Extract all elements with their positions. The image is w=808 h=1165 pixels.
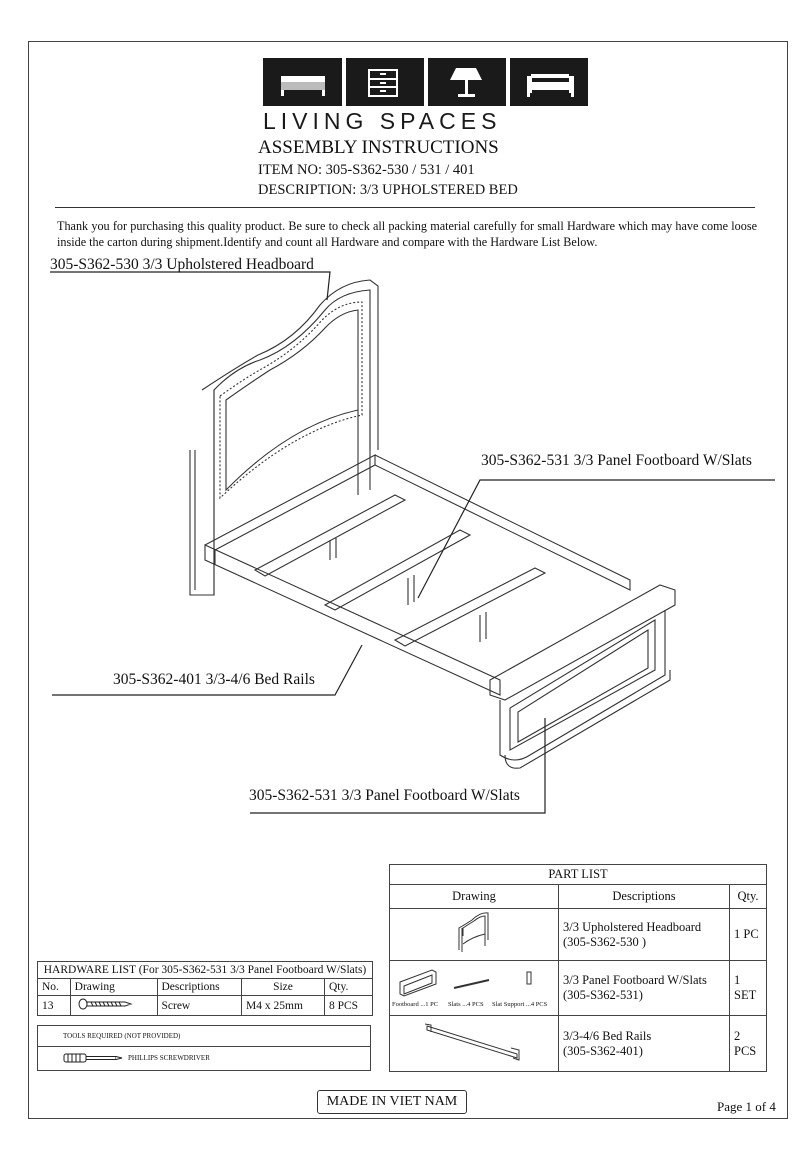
part-desc-line: 3/3-4/6 Bed Rails [563,1028,652,1043]
divider [55,207,755,208]
slats-drawing [255,495,545,646]
part-description [559,961,730,1016]
part-list-table [389,864,767,1072]
column-header: Qty. [324,979,372,996]
part-code: (305-S362-531) [563,988,643,1002]
part-drawing [390,961,559,1016]
part-desc-line: 3/3 Upholstered Headboard [563,919,702,934]
screw-icon [75,998,135,1010]
bed-rails-thumbnail [419,1020,529,1064]
part-code: (305-S362-530 ) [563,934,646,949]
part-description [559,1016,730,1072]
callout-footboard-top: 305-S362-531 3/3 Panel Footboard W/Slats [481,452,752,469]
part-drawing [390,1016,559,1072]
column-header: No. [38,979,71,996]
footboard-slats-thumbnail [394,966,554,1006]
table-row [390,1016,767,1072]
footboard-drawing [490,585,675,768]
callout-bed-rails: 305-S362-401 3/3-4/6 Bed Rails [113,671,315,688]
table-row [390,909,767,961]
table-row [390,961,767,1016]
screw-drawing [70,996,157,1016]
hardware-header-row [38,979,373,996]
part-qty: 1 SET [730,961,767,1016]
screwdriver-icon [63,1053,123,1063]
part-desc-line: 3/3 Panel Footboard W/Slats [563,973,707,987]
part-qty: 2 PCS [730,1016,767,1072]
bed-assembly-diagram [40,250,780,820]
document-title: ASSEMBLY INSTRUCTIONS [258,137,499,158]
hardware-list-caption: HARDWARE LIST (For 305-S362-531 3/3 Panel Footboard W/Slats) [38,962,373,979]
hardware-size: M4 x 25mm [242,996,325,1016]
column-header: Descriptions [157,979,242,996]
part-description [559,909,730,961]
hardware-description: Screw [157,996,242,1016]
intro-text: Thank you for purchasing this quality product. Be sure to check all packing material carefully for small Hardware which may have come loose inside the carton during shipment.Identify and count all Hardware and compare with the Hardware List Below. [57,219,757,249]
part-list-title: PART LIST [390,865,767,885]
hardware-list-table [37,961,373,1016]
headboard-thumbnail [454,910,494,956]
column-header: Size [242,979,325,996]
column-header: Drawing [70,979,157,996]
drawing-label: Slat Support ...4 PCS [492,1001,548,1008]
column-header: Drawing [390,885,559,909]
brand-name: LIVING SPACES [263,108,502,134]
hardware-qty: 8 PCS [324,996,372,1016]
tool-name: PHILLIPS SCREWDRIVER [128,1054,210,1062]
bed-rails-drawing [205,455,630,695]
column-header: Qty. [730,885,767,909]
part-drawing [390,909,559,961]
hardware-no: 13 [38,996,71,1016]
table-row [38,996,373,1016]
drawing-label: Footboard ...1 PC [392,1001,439,1008]
item-description: DESCRIPTION: 3/3 UPHOLSTERED BED [258,182,518,198]
made-in-label: MADE IN VIET NAM [317,1090,467,1114]
page-number: Page 1 of 4 [717,1099,776,1114]
callout-footboard-bottom: 305-S362-531 3/3 Panel Footboard W/Slats [249,787,520,804]
drawing-label: Slats ...4 PCS [448,1001,484,1008]
part-code: (305-S362-401) [563,1043,643,1058]
tools-heading: TOOLS REQUIRED (NOT PROVIDED) [63,1032,181,1040]
brand-logo [263,58,588,106]
callout-headboard: 305-S362-530 3/3 Upholstered Headboard [50,256,314,273]
column-header: Descriptions [559,885,730,909]
tools-box [37,1025,371,1071]
item-number: ITEM NO: 305-S362-530 / 531 / 401 [258,162,475,178]
part-qty: 1 PC [730,909,767,961]
